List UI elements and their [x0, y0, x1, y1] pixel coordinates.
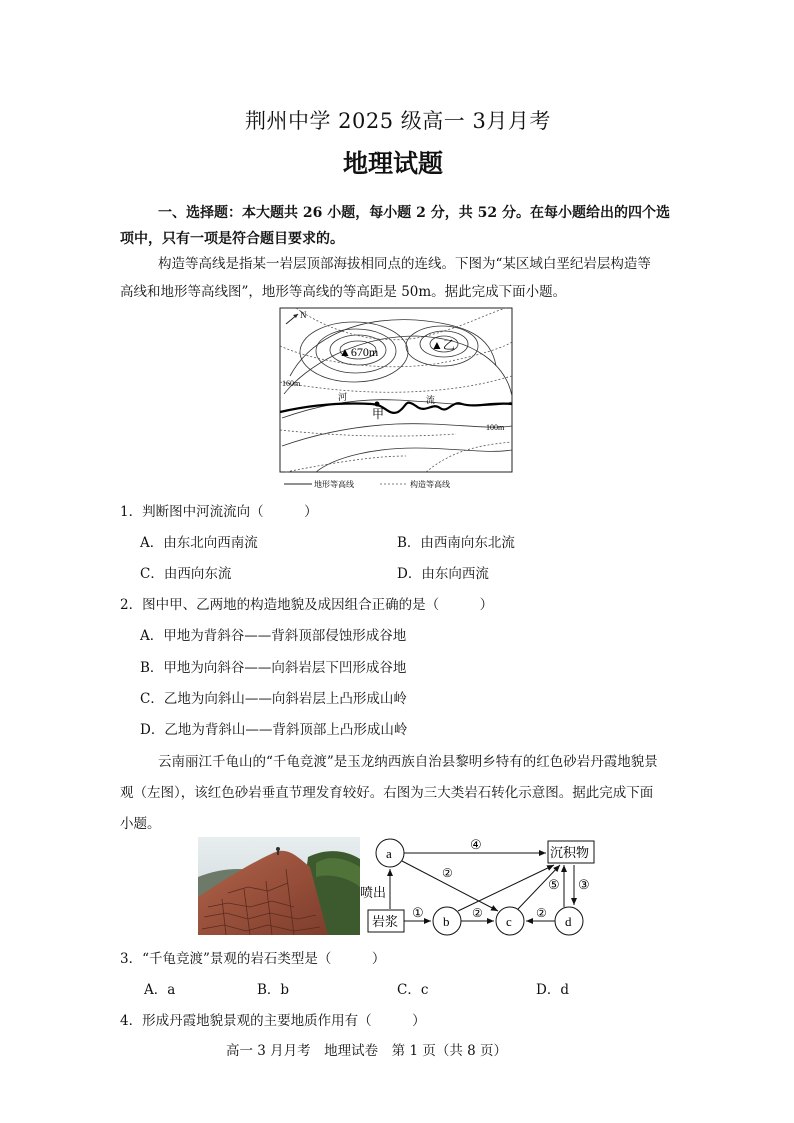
- river-char-2: 流: [426, 395, 436, 405]
- label-magma: 岩浆: [372, 914, 399, 929]
- peak-670-label: ▲670m: [339, 345, 379, 359]
- label-2c: ②: [536, 906, 547, 920]
- label-2a: ②: [442, 866, 453, 880]
- q1-stem: 1．判断图中河流流向（ ）: [120, 504, 318, 520]
- q2-option-b[interactable]: B．甲地为向斜谷——向斜岩层下凹形成谷地: [140, 660, 407, 676]
- page-footer: 高一 3 月月考 地理试卷 第 1 页（共 8 页）: [226, 1043, 508, 1059]
- label-c: c: [506, 914, 512, 929]
- section-heading-line1: 一、选择题：本大题共 26 小题，每小题 2 分，共 52 分。在每小题给出的四个选: [158, 205, 670, 221]
- intro2-line2: 观（左图），该红色砂岩垂直节理发育较好。右图为三大类岩石转化示意图。据此完成下面: [120, 785, 654, 801]
- q1-option-b[interactable]: B．由西南向东北流: [397, 535, 515, 551]
- label-erupt: 喷出: [360, 885, 387, 900]
- q1-option-d[interactable]: D．由东向西流: [397, 566, 489, 582]
- exam-title: 荆州中学 2025 级高一 3月月考: [245, 109, 551, 133]
- q2-stem: 2．图中甲、乙两地的构造地貌及成因组合正确的是（ ）: [120, 597, 494, 613]
- q1-option-c[interactable]: C．由西向东流: [140, 566, 232, 582]
- danxia-photo: [198, 837, 360, 935]
- label-2b: ②: [472, 906, 483, 920]
- legend-topo: 地形等高线: [314, 480, 354, 489]
- rock-cycle-diagram: [358, 833, 628, 941]
- q3-option-b[interactable]: B．b: [257, 982, 290, 998]
- q3-option-a[interactable]: A．a: [144, 982, 176, 998]
- label-sediment: 沉积物: [550, 845, 590, 860]
- label-d: d: [565, 914, 572, 929]
- intro1-line2: 高线和地形等高线图”，地形等高线的等高距是 50m。据此完成下面小题。: [120, 284, 567, 300]
- q3-option-d[interactable]: D．d: [536, 982, 569, 998]
- intro1-line1: 构造等高线是指某一岩层顶部海拔相同点的连线。下图为“某区域白垩纪岩层构造等: [158, 256, 651, 272]
- q2-option-a[interactable]: A．甲地为背斜谷——背斜顶部侵蚀形成谷地: [140, 628, 407, 644]
- intro2-line1: 云南丽江千龟山的“千龟竞渡”是玉龙纳西族自治县黎明乡特有的红色砂岩丹霞地貌景: [158, 754, 658, 770]
- q3-stem: 3．“千龟竞渡”景观的岩石类型是（ ）: [120, 951, 386, 967]
- label-5: ⑤: [548, 877, 560, 892]
- label-1: ①: [412, 905, 424, 920]
- contour-160-label: 160m: [282, 379, 301, 388]
- intro2-line3: 小题。: [120, 816, 161, 832]
- q3-option-c[interactable]: C．c: [397, 982, 429, 998]
- q2-option-d[interactable]: D．乙地为背斜山——背斜顶部上凸形成山岭: [140, 722, 408, 738]
- jia-label: 甲: [372, 407, 385, 421]
- q1-option-a[interactable]: A．由东北向西南流: [140, 535, 258, 551]
- river-char-1: 河: [338, 392, 348, 402]
- contour-map-figure: [276, 306, 518, 492]
- q4-stem: 4．形成丹霞地貌景观的主要地质作用有（ ）: [120, 1013, 426, 1029]
- label-a: a: [386, 846, 392, 861]
- section-heading-line2: 项中，只有一项是符合题目要求的。: [120, 231, 344, 247]
- north-label: N: [300, 310, 307, 320]
- label-b: b: [443, 914, 450, 929]
- q2-option-c[interactable]: C．乙地为向斜山——向斜岩层上凸形成山岭: [140, 691, 407, 707]
- peak-yi-label: ▲乙: [431, 338, 455, 352]
- legend-struct: 构造等高线: [410, 480, 450, 489]
- page-title: 地理试题: [343, 149, 444, 178]
- label-3: ③: [578, 877, 590, 892]
- contour-100-label: 100m: [486, 423, 505, 432]
- point-jia: [375, 402, 380, 407]
- label-4: ④: [470, 837, 482, 852]
